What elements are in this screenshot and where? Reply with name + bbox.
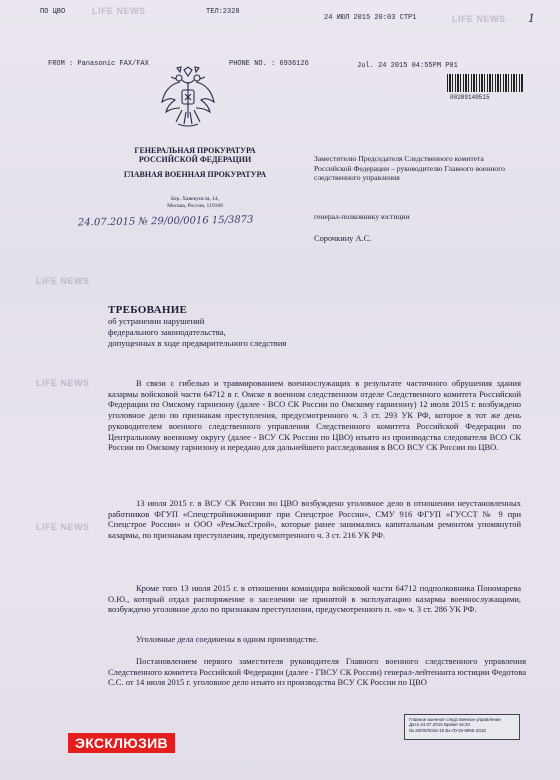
document-subtitle-1: об устранении нарушений: [108, 316, 205, 326]
address-city: Москва, Россия, 119160: [167, 203, 223, 209]
watermark: LIFE NEWS: [36, 378, 90, 388]
registration-number: 24.07.2015 № 29/00/0016 15/3873: [77, 214, 254, 229]
recipient-title: Заместителю Председателя Следственного комитета Российской Федерации – руководителю Главного военного следственного управления: [314, 154, 505, 183]
page-mark: 1: [528, 12, 535, 25]
recipient-name: Сорочкину А.С.: [314, 234, 372, 243]
sender-line-3: ГЛАВНАЯ ВОЕННАЯ ПРОКУРАТУРА: [123, 170, 267, 179]
body-paragraph: Кроме того 13 июля 2015 г. в отношении командира войсковой части 64712 подполковника Пономарева О.Ю., который отдал распоряжение о заселении не принятой в эксплуатацию казармы военнослужащими, возбуждено уголовное дело по признакам преступления, предусмотренного п. «в» ч. 3 ст. 286 УК РФ.: [108, 583, 521, 615]
sender-line-1: ГЕНЕРАЛЬНАЯ ПРОКУРАТУРА: [134, 146, 256, 155]
double-headed-eagle-emblem: [160, 66, 216, 130]
body-paragraph: В связи с гибелью и травмированием военнослужащих в результате частичного обрушения здания казармы войсковой части 64712 в г. Омске в военном следственном отделе Следственного комитета Российской Федерации по Омскому гарнизону (далее - ВСО СК России по Омскому гарнизону) 12 июля 2015 г. возбуждено уголовное дело по признакам преступления, предусмотренного ч. 3 ст. 293 УК РФ, которое в тот же день руководителем военного следственного управления Следственного комитета Российской Федерации по Центральному военному округу (далее - ВСУ СК России по ЦВО) изъято из производства следователя ВСО СК России по Омскому гарнизону и передано для дальнейшего расследования в ВСО ВСУ СК России по ЦВО.: [108, 378, 521, 453]
watermark: LIFE NEWS: [36, 276, 90, 286]
barcode-number: 00289149515: [450, 94, 490, 101]
watermark: LIFE NEWS: [36, 522, 90, 532]
fax-sender-id: ПО ЦВО: [40, 8, 66, 16]
document-subtitle-2: федерального законодательства,: [108, 327, 226, 337]
watermark: LIFE NEWS: [92, 6, 146, 16]
exclusive-badge: ЭКСКЛЮЗИВ: [68, 733, 175, 753]
sender-organization: [100, 146, 290, 179]
fax-from-line: FROM : Panasonic FAX/FAX: [48, 60, 149, 68]
body-paragraph: Уголовные дела соединены в одном производстве.: [136, 634, 319, 644]
document-subtitle-3: допущенных в ходе предварительного следствия: [108, 338, 287, 348]
sender-line-2: РОССИЙСКОЙ ФЕДЕРАЦИИ: [138, 155, 252, 164]
fax-date-line: Jul. 24 2015 04:55PM P01: [357, 62, 458, 70]
recipient-rank: генерал-полковнику юстиции: [314, 212, 410, 221]
stamp-line-3: № 29/00/0016-15 Вх-ЛУ15-9855-2015: [409, 727, 486, 733]
fax-timestamp: 24 ИЮЛ 2015 20:03 СТР1: [324, 14, 417, 22]
fax-phone-code: ТЕЛ:2328: [206, 8, 240, 16]
document-title: ТРЕБОВАНИЕ: [108, 304, 188, 316]
incoming-stamp: [404, 714, 520, 740]
watermark: LIFE NEWS: [452, 14, 506, 24]
body-paragraph: 13 июля 2015 г. в ВСУ СК России по ЦВО возбуждено уголовное дело в отношении неустановленных работников ФГУП «Спецстройинжиниринг при Спецстрое России», СМУ 916 ФГУП «ГУССТ № 9 при Спецстрое России» и ООО «РемЭксСтрой», которые ранее занимались капитальным ремонтом упомянутой казармы, по признакам преступления, предусмотренного ч. 3 ст. 216 УК РФ.: [108, 498, 521, 541]
stamp-line-2: Дата 24.07.2015 Время 16:20: [409, 722, 471, 728]
barcode: [447, 74, 523, 92]
sender-address: [100, 196, 290, 210]
fax-phone-line: PHONE NO. : 6936126: [229, 60, 309, 68]
stamp-line-1: Главное военное следственное управление: [409, 717, 501, 722]
body-paragraph: Постановлением первого заместителя руководителя Главного военного следственного управления Следственного комитета Российской Федерации (далее - ГВСУ СК России) генерал-лейтенанта юстиции Федотова С.С. от 14 июля 2015 г. уголовное дело изъято из производства ВСУ СК России по ЦВО: [108, 656, 526, 688]
address-street: Бер. Хавекунсла, 14,: [170, 196, 220, 202]
